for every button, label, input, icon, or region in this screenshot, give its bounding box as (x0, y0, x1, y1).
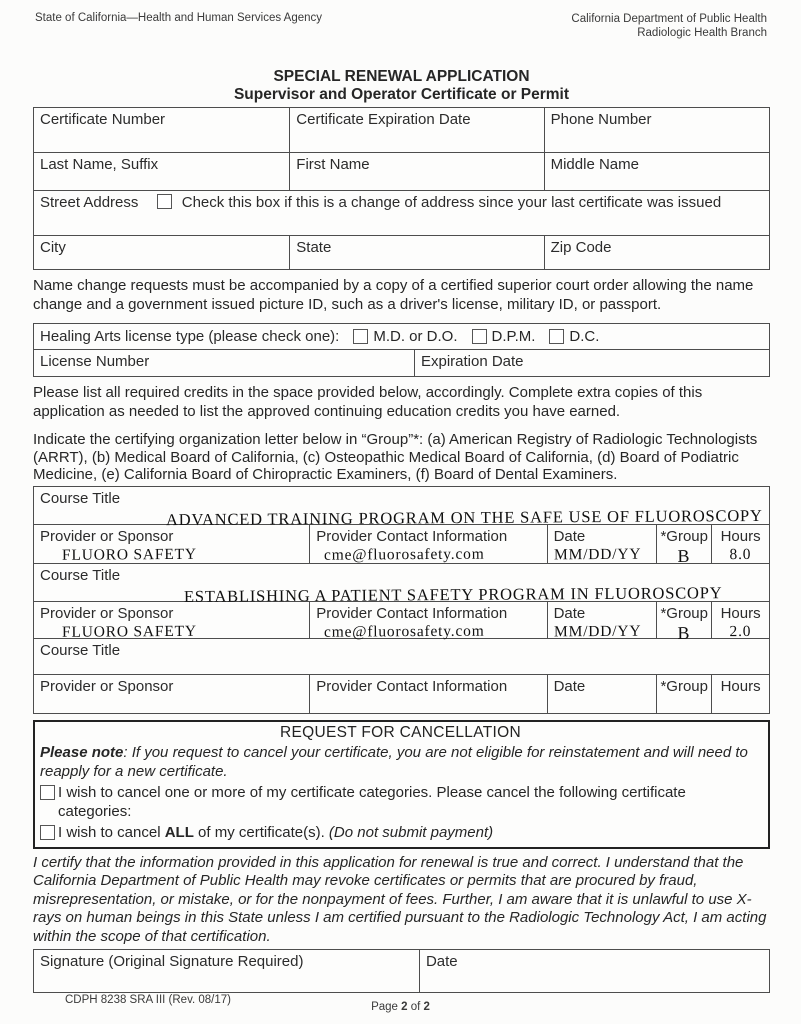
group-field-3[interactable] (657, 675, 712, 713)
cancellation-note-text: : If you request to cancel your certificate, you are not eligible for reinstatement and will need to reapply for a new certificate. (40, 743, 748, 780)
group-label-2: *Group (660, 604, 708, 622)
cancel-all-text-pre: I wish to cancel (58, 823, 165, 841)
course-title-label-1: Course Title (40, 489, 121, 507)
name-change-note: Name change requests must be accompanied by a copy of a certified superior court order allowing the name change and a government issued picture ID, such as a driver's license, military ID, or passport. (33, 277, 754, 313)
group-value-2: B (677, 622, 691, 643)
cancel-all-text (58, 823, 493, 842)
hours-label-2: Hours (720, 604, 761, 622)
hours-field-2[interactable] (712, 602, 769, 638)
provider-label-1: Provider or Sponsor (40, 527, 174, 545)
middle-name-field[interactable] (545, 153, 769, 190)
contact-value-3 (316, 695, 540, 697)
last-name-field[interactable] (34, 153, 290, 190)
form-subtitle: Supervisor and Operator Certificate or Permit (233, 86, 570, 103)
dc-label: D.C. (569, 328, 600, 345)
date-field-1[interactable] (548, 525, 658, 563)
page-indicator-total: 2 (423, 1001, 430, 1013)
md-do-label: M.D. or D.O. (373, 328, 458, 345)
first-name-field[interactable] (290, 153, 544, 190)
date-value-2: MM/DD/YY (553, 622, 641, 640)
cancellation-section (33, 720, 770, 849)
signature-date-label: Date (425, 953, 458, 971)
department-name: California Department of Public Health (571, 13, 767, 25)
signature-date-field[interactable] (420, 950, 769, 992)
provider-label-3: Provider or Sponsor (40, 677, 174, 695)
hours-field-3[interactable] (712, 675, 769, 713)
course-title-value-2: ESTABLISHING A PATIENT SAFETY PROGRAM IN FLUOROSCOPY (183, 582, 723, 606)
contact-label-1: Provider Contact Information (316, 527, 508, 545)
contact-field-1[interactable] (310, 525, 547, 563)
group-value-1: B (677, 545, 691, 566)
hours-label-1: Hours (720, 527, 761, 545)
provider-value-1: FLUORO SAFETY (61, 545, 197, 564)
cancellation-note (40, 743, 761, 781)
agency-header: State of California—Health and Human Services Agency (35, 12, 323, 24)
md-do-checkbox[interactable] (353, 329, 368, 344)
license-number-field[interactable] (34, 350, 415, 376)
license-number-label: License Number (40, 353, 150, 370)
first-name-label: First Name (296, 156, 370, 173)
contact-label-2: Provider Contact Information (316, 604, 508, 622)
cancel-all-option (40, 823, 761, 842)
group-label-1: *Group (660, 527, 708, 545)
state-label: State (296, 239, 332, 256)
date-label-2: Date (553, 604, 586, 622)
contact-value-1: cme@fluorosafety.com (324, 545, 485, 564)
course-title-field-2[interactable] (34, 564, 769, 606)
group-field-2[interactable] (657, 602, 712, 643)
course-title-label-2: Course Title (40, 566, 121, 584)
cancel-all-text-mid: of my certificate(s). (193, 823, 329, 841)
contact-field-3[interactable] (310, 675, 547, 713)
last-name-label: Last Name, Suffix (40, 156, 159, 173)
zip-code-label: Zip Code (550, 239, 612, 256)
phone-number-field[interactable] (545, 108, 769, 152)
hours-field-1[interactable] (712, 525, 769, 563)
credits-note: Please list all required credits in the space provided below, accordingly. Complete extra copies of this application as needed to list the approved continuing education credits you have earned. (33, 384, 703, 420)
date-label-3: Date (553, 677, 586, 695)
signature-label: Signature (Original Signature Required) (40, 953, 304, 971)
provider-field-1[interactable] (34, 525, 310, 563)
cancel-all-text-bold: ALL (164, 823, 194, 841)
license-expiration-field[interactable] (415, 350, 769, 376)
cancel-categories-checkbox[interactable] (40, 785, 55, 800)
cancel-all-text-italic: (Do not submit payment) (328, 823, 494, 841)
license-expiration-label: Expiration Date (420, 353, 524, 370)
page-indicator-num: 2 (401, 1001, 408, 1013)
applicant-info-table (33, 107, 770, 270)
provider-field-2[interactable] (34, 602, 310, 641)
cancellation-note-label: Please note (40, 743, 124, 761)
course-title-field-3[interactable] (34, 639, 769, 674)
form-number: CDPH 8238 SRA III (Rev. 08/17) (65, 994, 231, 1006)
city-label: City (40, 239, 66, 256)
healing-arts-label: Healing Arts license type (please check one): (40, 328, 340, 345)
street-address-field[interactable] (34, 191, 769, 235)
address-change-note: Check this box if this is a change of address since your last certificate was issued (181, 194, 722, 211)
address-change-checkbox[interactable] (157, 194, 172, 209)
cancel-categories-text: I wish to cancel one or more of my certificate categories. Please cancel the following certificate categories: (58, 783, 686, 820)
cancel-categories-option (40, 783, 761, 821)
middle-name-label: Middle Name (550, 156, 639, 173)
form-title: SPECIAL RENEWAL APPLICATION (273, 68, 530, 85)
contact-label-3: Provider Contact Information (316, 677, 508, 695)
dpm-label: D.P.M. (491, 328, 536, 345)
certificate-expiration-label: Certificate Expiration Date (296, 111, 471, 128)
group-field-1[interactable] (657, 525, 712, 566)
provider-label-2: Provider or Sponsor (40, 604, 174, 622)
phone-number-label: Phone Number (550, 111, 652, 128)
provider-value-2: FLUORO SAFETY (61, 622, 197, 641)
healing-arts-row (34, 327, 769, 346)
cancel-all-checkbox[interactable] (40, 825, 55, 840)
page-indicator-mid: of (407, 1001, 424, 1013)
zip-code-field[interactable] (545, 236, 769, 269)
certificate-number-field[interactable] (34, 108, 290, 152)
course-title-label-3: Course Title (40, 641, 121, 659)
dpm-checkbox[interactable] (472, 329, 487, 344)
certificate-expiration-field[interactable] (290, 108, 544, 152)
signature-field[interactable] (34, 950, 420, 992)
provider-value-3 (40, 695, 303, 697)
hours-value-2: 2.0 (729, 622, 752, 640)
date-label-1: Date (553, 527, 586, 545)
page-indicator (0, 1001, 801, 1013)
contact-field-2[interactable] (310, 602, 547, 641)
course-table (33, 486, 770, 714)
dc-checkbox[interactable] (549, 329, 564, 344)
hours-value-1: 8.0 (729, 545, 752, 563)
certification-statement: I certify that the information provided in this application for renewal is true and correct. I understand that the California Department of Public Health may revoke certificates or permits that are procured by fraud, misrepresentation, or mistake, or for the nonpayment of fees. Further, I am aware that it is unlawful to use X-rays on human beings in this State unless I am certified pursuant to the Radiologic Technology Act, I am acting within the scope of that certification. (33, 853, 767, 945)
state-field[interactable] (290, 236, 544, 269)
certificate-number-label: Certificate Number (40, 111, 166, 128)
course-title-field-1[interactable] (34, 487, 769, 529)
branch-name: Radiologic Health Branch (637, 27, 767, 39)
department-header (571, 12, 767, 40)
date-field-2[interactable] (548, 602, 658, 638)
group-note: Indicate the certifying organization letter below in “Group”*: (a) American Registry of Radiologic Technologists (ARRT), (b) Medical Board of California, (c) Osteopathic Medical Board of California, (d) Board of Podiatric Medicine, (e) California Board of Chiropractic Examiners, (f) Board of Dental Examiners. (33, 431, 758, 483)
street-address-label: Street Address (40, 194, 139, 211)
course-title-value-1: ADVANCED TRAINING PROGRAM ON THE SAFE USE OF FLUOROSCOPY (165, 505, 763, 529)
group-label-3: *Group (660, 677, 708, 695)
date-value-1: MM/DD/YY (553, 545, 641, 563)
city-field[interactable] (34, 236, 290, 269)
date-value-3 (554, 695, 651, 696)
hours-label-3: Hours (720, 677, 761, 695)
healing-arts-table (33, 323, 770, 377)
date-field-3[interactable] (548, 675, 658, 713)
cancellation-title: REQUEST FOR CANCELLATION (280, 723, 521, 741)
provider-field-3[interactable] (34, 675, 310, 713)
signature-table (33, 949, 770, 993)
contact-value-2: cme@fluorosafety.com (324, 622, 485, 641)
page-indicator-pre: Page (371, 1001, 402, 1013)
